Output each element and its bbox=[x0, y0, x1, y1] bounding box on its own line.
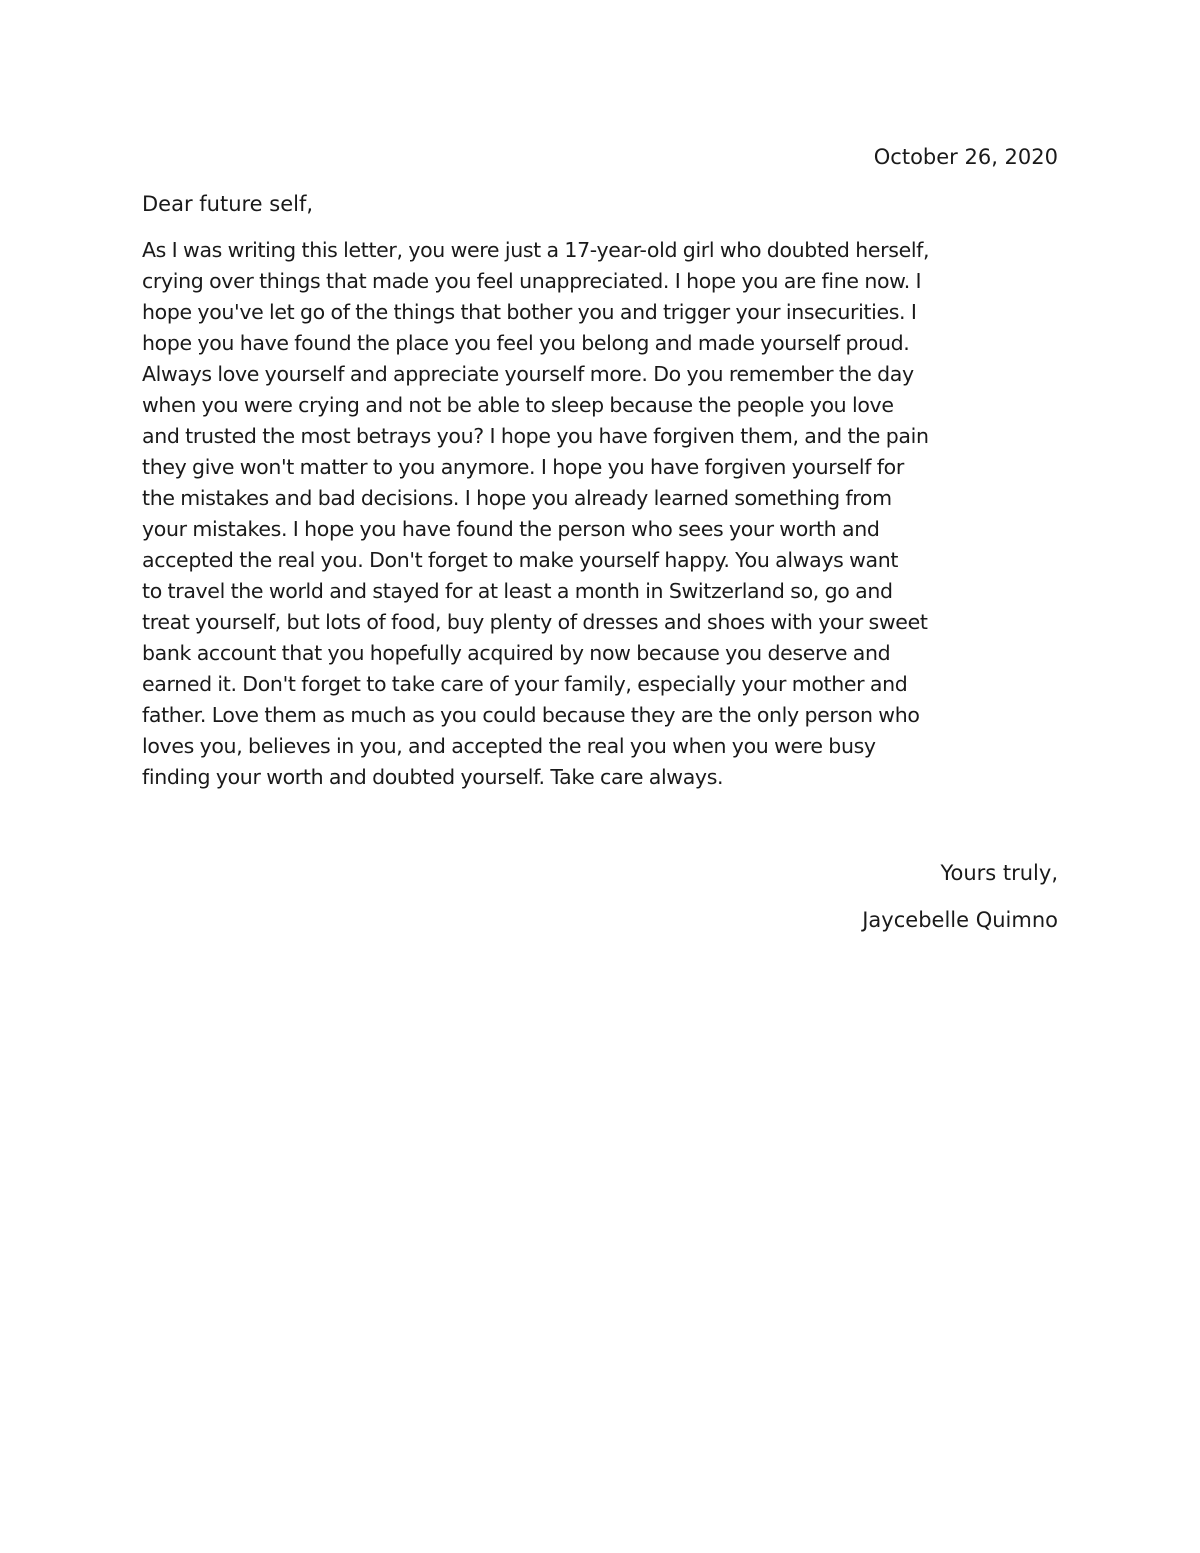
body-line: loves you, believes in you, and accepted the real you when you were busy bbox=[142, 734, 876, 758]
body-line: the mistakes and bad decisions. I hope you already learned something from bbox=[142, 486, 892, 510]
letter-greeting: Dear future self, bbox=[142, 192, 314, 216]
body-line: they give won't matter to you anymore. I hope you have forgiven yourself for bbox=[142, 455, 904, 479]
body-line: bank account that you hopefully acquired by now because you deserve and bbox=[142, 641, 891, 665]
body-line: treat yourself, but lots of food, buy plenty of dresses and shoes with your sweet bbox=[142, 610, 928, 634]
body-line: Always love yourself and appreciate yourself more. Do you remember the day bbox=[142, 362, 914, 386]
body-line: earned it. Don't forget to take care of your family, especially your mother and bbox=[142, 672, 908, 696]
body-line: hope you have found the place you feel you belong and made yourself proud. bbox=[142, 331, 910, 355]
letter-body bbox=[142, 235, 1058, 793]
body-line: hope you've let go of the things that bother you and trigger your insecurities. I bbox=[142, 300, 917, 324]
body-line: As I was writing this letter, you were just a 17-year-old girl who doubted herself, bbox=[142, 238, 930, 262]
body-line: accepted the real you. Don't forget to make yourself happy. You always want bbox=[142, 548, 899, 572]
letter-signature: Jaycebelle Quimno bbox=[862, 908, 1058, 932]
body-line: and trusted the most betrays you? I hope you have forgiven them, and the pain bbox=[142, 424, 929, 448]
body-line: crying over things that made you feel unappreciated. I hope you are fine now. I bbox=[142, 269, 922, 293]
body-line: when you were crying and not be able to sleep because the people you love bbox=[142, 393, 894, 417]
body-line: father. Love them as much as you could because they are the only person who bbox=[142, 703, 920, 727]
body-line: your mistakes. I hope you have found the person who sees your worth and bbox=[142, 517, 880, 541]
letter-date: October 26, 2020 bbox=[873, 145, 1058, 169]
body-line: finding your worth and doubted yourself. Take care always. bbox=[142, 765, 724, 789]
letter-closing: Yours truly, bbox=[940, 861, 1058, 885]
body-line: to travel the world and stayed for at least a month in Switzerland so, go and bbox=[142, 579, 893, 603]
